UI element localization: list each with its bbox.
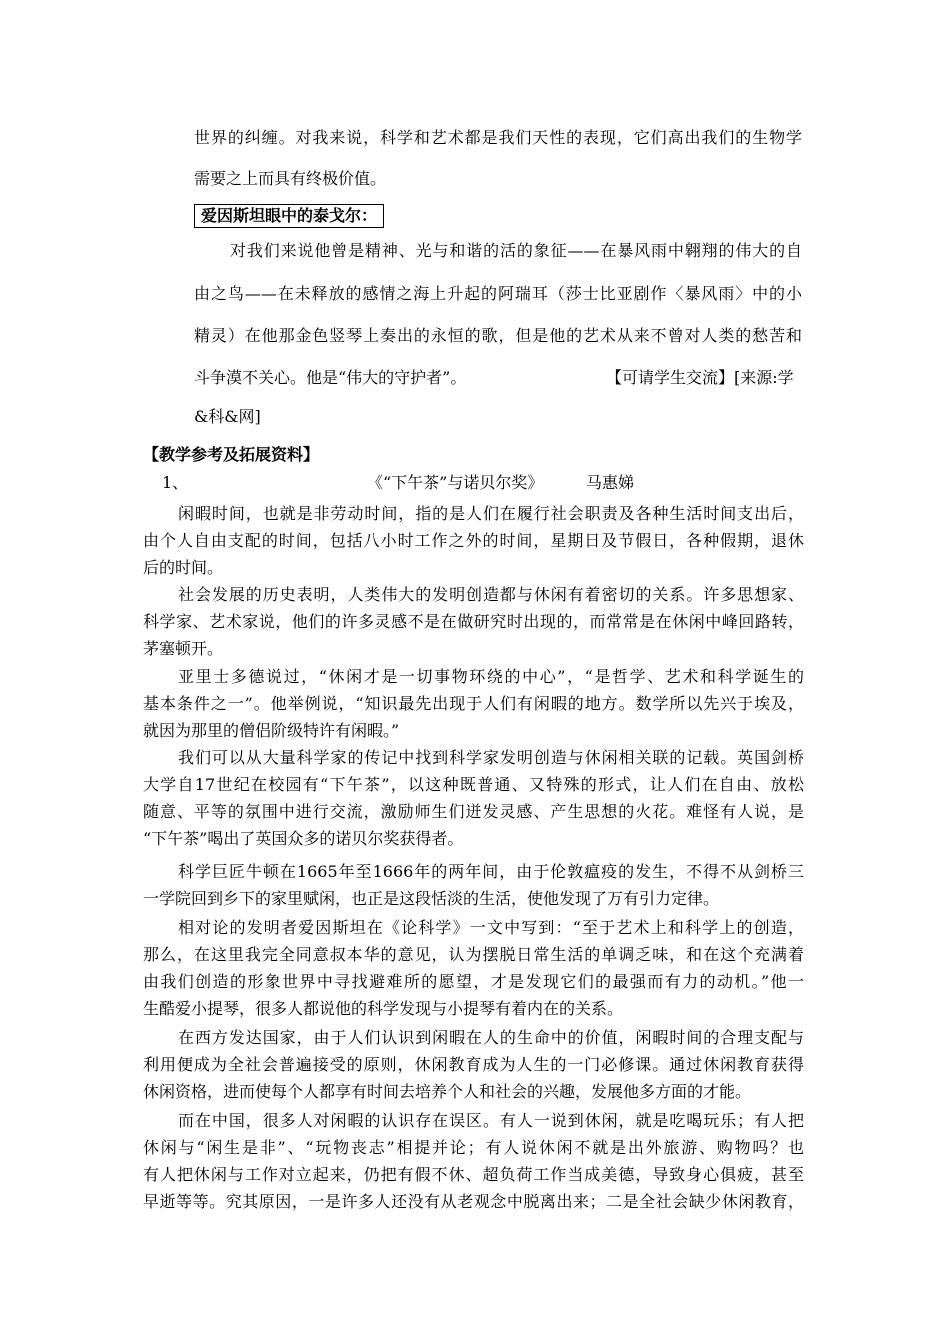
body-line: 一学院回到乡下的家里赋闲，也正是这段恬淡的生活，使他发现了万有引力定律。: [143, 889, 720, 908]
body-line: 而在中国，很多人对闲暇的认识存在误区。有人一说到休闲，就是吃喝玩乐；有人把: [178, 1111, 804, 1130]
body-line: 相对论的发明者爱因斯坦在《论科学》一文中写到：“至于艺术上和科学上的创造，: [178, 918, 804, 937]
section-heading-tagore: 爱因斯坦眼中的泰戈尔：: [194, 204, 384, 228]
tagore-line: &科&网]: [194, 407, 261, 426]
body-line: 利用便成为全社会普遍接受的原则，休闲教育成为人生的一门必修课。通过休闲教育获得: [143, 1055, 804, 1074]
body-line: 就因为那里的僧侣阶级特许有闲暇。”: [143, 721, 400, 740]
body-line: 科学家、艺术家说，他们的许多灵感不是在做研究时出现的，而常常是在休闲中峰回路转，: [143, 612, 804, 631]
article-title: 《“下午茶”与诺贝尔奖》: [367, 473, 544, 492]
body-line: 亚里士多德说过，“休闲才是一切事物环绕的中心”，“是哲学、艺术和科学诞生的: [178, 667, 804, 686]
body-line: 休闲资格，进而使每个人都享有时间去培养个人和社会的兴趣，发展他多方面的才能。: [143, 1082, 752, 1101]
reference-item-number: 1、: [162, 473, 189, 492]
body-line: 社会发展的历史表明，人类伟大的发明创造都与休闲有着密切的关系。许多思想家、: [178, 585, 804, 604]
body-line: 闲暇时间，也就是非劳动时间，指的是人们在履行社会职责及各种生活时间支出后，: [178, 504, 804, 523]
intro-line: 世界的纠缠。对我来说，科学和艺术都是我们天性的表现，它们高出我们的生物学: [194, 128, 802, 147]
body-line: 休闲与“闲生是非”、“玩物丧志”相提并论；有人说休闲不就是出外旅游、购物吗？也: [143, 1138, 804, 1157]
body-line: 有人把休闲与工作对立起来，仍把有假不休、超负荷工作当成美德，导致身心俱疲，甚至: [143, 1165, 804, 1184]
body-line: “下午茶”喝出了英国众多的诺贝尔奖获得者。: [143, 829, 464, 848]
tagore-line: 对我们来说他曾是精神、光与和谐的活的象征——在暴风雨中翱翔的伟大的自: [230, 241, 802, 260]
body-line: 大学自17世纪在校园有“下午茶”，以这种既普通、又特殊的形式，让人们在自由、放松: [143, 775, 804, 794]
body-line: 那么，在这里我完全同意叔本华的意见，认为摆脱日常生活的单调乏味，和在这个充满着: [143, 945, 804, 964]
body-line: 茅塞顿开。: [143, 639, 224, 658]
body-line: 在西方发达国家，由于人们认识到闲暇在人的生命中的价值，闲暇时间的合理支配与: [178, 1028, 804, 1047]
body-line: 科学巨匠牛顿在1665年至1666年的两年间，由于伦敦瘟疫的发生，不得不从剑桥三: [178, 862, 804, 881]
reference-heading: 【教学参考及拓展资料】: [143, 445, 320, 464]
body-line: 我们可以从大量科学家的传记中找到科学家发明创造与休闲相关联的记载。英国剑桥: [178, 748, 804, 767]
body-line: 由我们创造的形象世界中寻找避难所的愿望，才是发现它们的最强而有力的动机。”他一: [143, 972, 804, 991]
tagore-line: 精灵）在他那金色竖琴上奏出的永恒的歌，但是他的艺术从来不曾对人类的愁苦和: [194, 326, 802, 345]
tagore-note: 【可请学生交流】[来源:学: [606, 368, 794, 387]
body-line: 随意、平等的氛围中进行交流，激励师生们迸发灵感、产生思想的火花。难怪有人说，是: [143, 802, 804, 821]
body-line: 早逝等等。究其原因，一是许多人还没有从老观念中脱离出来；二是全社会缺少休闲教育，: [143, 1192, 804, 1211]
intro-line: 需要之上而具有终极价值。: [194, 169, 387, 188]
tagore-line: 斗争漠不关心。他是“伟大的守护者”。: [194, 368, 467, 387]
article-author: 马惠娣: [586, 473, 635, 492]
body-line: 基本条件之一”。他举例说，“知识最先出现于人们有闲暇的地方。数学所以先兴于埃及，: [143, 694, 804, 713]
body-line: 后的时间。: [143, 558, 224, 577]
body-line: 由个人自由支配的时间，包括八小时工作之外的时间，星期日及节假日，各种假期，退休: [143, 531, 804, 550]
body-line: 生酷爱小提琴，很多人都说他的科学发现与小提琴有着内在的关系。: [143, 999, 624, 1018]
tagore-line: 由之鸟——在未释放的感情之海上升起的阿瑞耳（莎士比亚剧作〈暴风雨〉中的小: [194, 284, 802, 303]
